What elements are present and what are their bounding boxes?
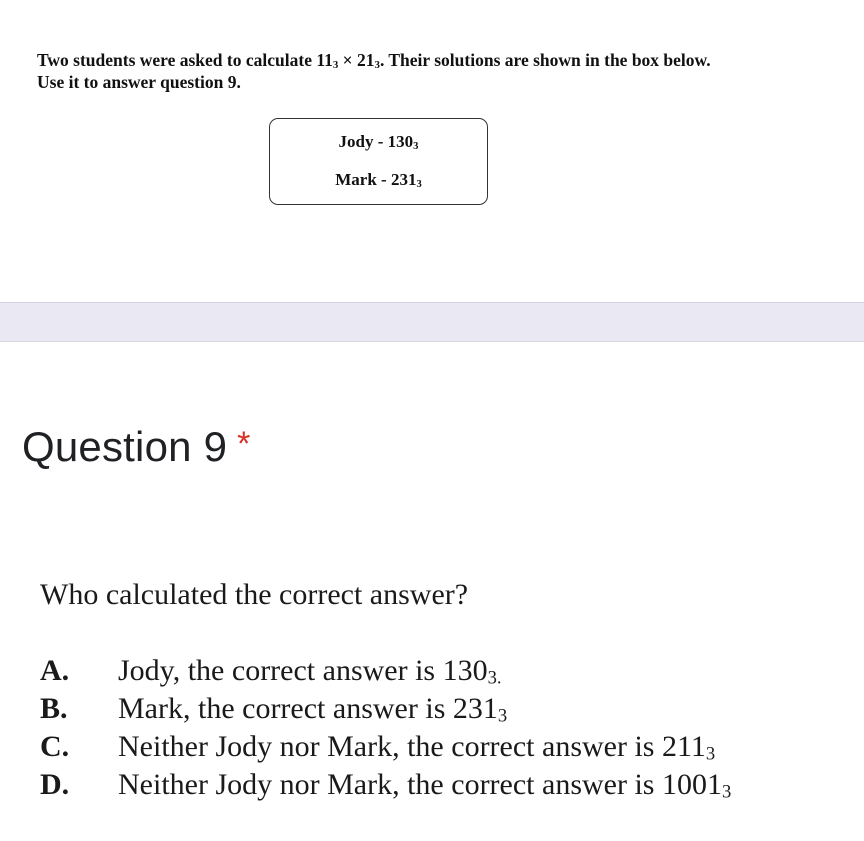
choice-text: Jody, the correct answer is $130_{3.}$ xyxy=(118,654,502,689)
intro-line-2: Use it to answer question 9. xyxy=(37,72,241,92)
mark-solution: Mark - $231_3$ xyxy=(335,170,422,190)
choice-text: Neither Jody nor Mark, the correct answer is $1001_3$ xyxy=(118,768,732,803)
solutions-box xyxy=(269,118,488,205)
section-divider xyxy=(0,302,864,342)
question-prompt: Who calculated the correct answer? xyxy=(40,578,469,611)
required-asterisk: * xyxy=(237,425,251,463)
choice-letter: A. xyxy=(40,654,70,687)
choice-text: Neither Jody nor Mark, the correct answer is $211_3$ xyxy=(118,730,716,765)
jody-solution: Jody - $130_3$ xyxy=(338,132,419,152)
choice-letter: C. xyxy=(40,730,70,763)
choice-text: Mark, the correct answer is $231_3$ xyxy=(118,692,508,727)
choice-letter: B. xyxy=(40,692,68,725)
intro-line-1: Two students were asked to calculate $11_3 \times 21_3$. Their solutions are shown in the box below. xyxy=(37,50,711,71)
question-title: Question 9 * xyxy=(22,423,251,470)
choice-letter: D. xyxy=(40,768,70,801)
intro-text xyxy=(37,49,837,93)
